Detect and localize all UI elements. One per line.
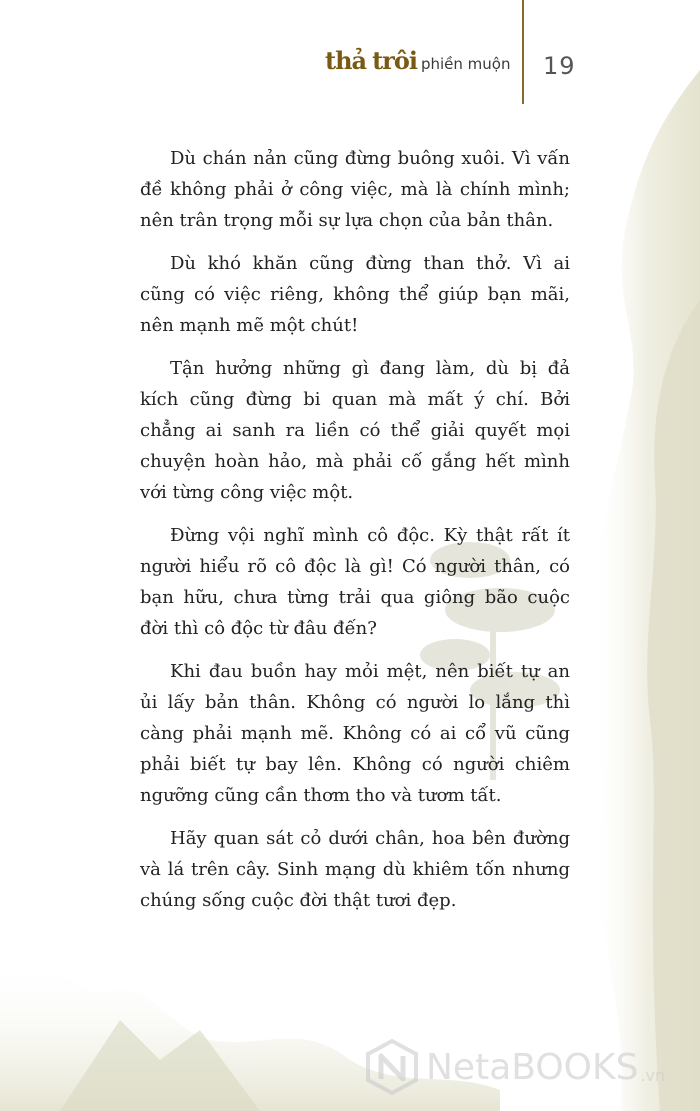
paragraph-3: Tận hưởng những gì đang làm, dù bị đả kích cũng đừng bi quan mà mất ý chí. Bởi chẳng ai sanh ra liền có thể giải quyết mọi chuyện hoàn hảo, mà phải cố gắng hết mình với từng công việc một. (140, 358, 570, 503)
paragraph-1: Dù chán nản cũng đừng buông xuôi. Vì vấn đề không phải ở công việc, mà là chính mình; nên trân trọng mỗi sự lựa chọn của bản thân. (140, 148, 570, 231)
header-vertical-rule (522, 0, 524, 104)
paragraph-4: Đừng vội nghĩ mình cô độc. Kỳ thật rất ít người hiểu rõ cô độc là gì! Có người thân, có bạn hữu, chưa từng trải qua giông bão cuộc đời thì cô độc từ đâu đến? (140, 525, 570, 639)
header-title-word-1: thả (325, 46, 367, 75)
body-text (140, 143, 570, 928)
page-number: 19 (543, 52, 576, 80)
paragraph-5: Khi đau buồn hay mỏi mệt, nên biết tự an ủi lấy bản thân. Không có người lo lắng thì càng phải mạnh mẽ. Không có ai cổ vũ cũng phải biết tự bay lên. Không có người chiêm ngưỡng cũng cần thơm tho và tươm tất. (140, 661, 570, 806)
watermark-text: NetaBOOKS (426, 1046, 639, 1088)
header-title-word-2: trôi (372, 46, 417, 75)
header-title-subtitle: phiền muộn (420, 55, 511, 73)
running-header-title (325, 46, 510, 86)
watermark (366, 1037, 665, 1097)
paragraph-6: Hãy quan sát cỏ dưới chân, hoa bên đường và lá trên cây. Sinh mạng dù khiêm tốn nhưng chúng sống cuộc đời thật tươi đẹp. (140, 828, 570, 911)
watermark-suffix: .vn (640, 1066, 666, 1085)
netabooks-logo-icon (366, 1039, 418, 1095)
paragraph-2: Dù khó khăn cũng đừng than thở. Vì ai cũng có việc riêng, không thể giúp bạn mãi, nên mạnh mẽ một chút! (140, 253, 570, 336)
